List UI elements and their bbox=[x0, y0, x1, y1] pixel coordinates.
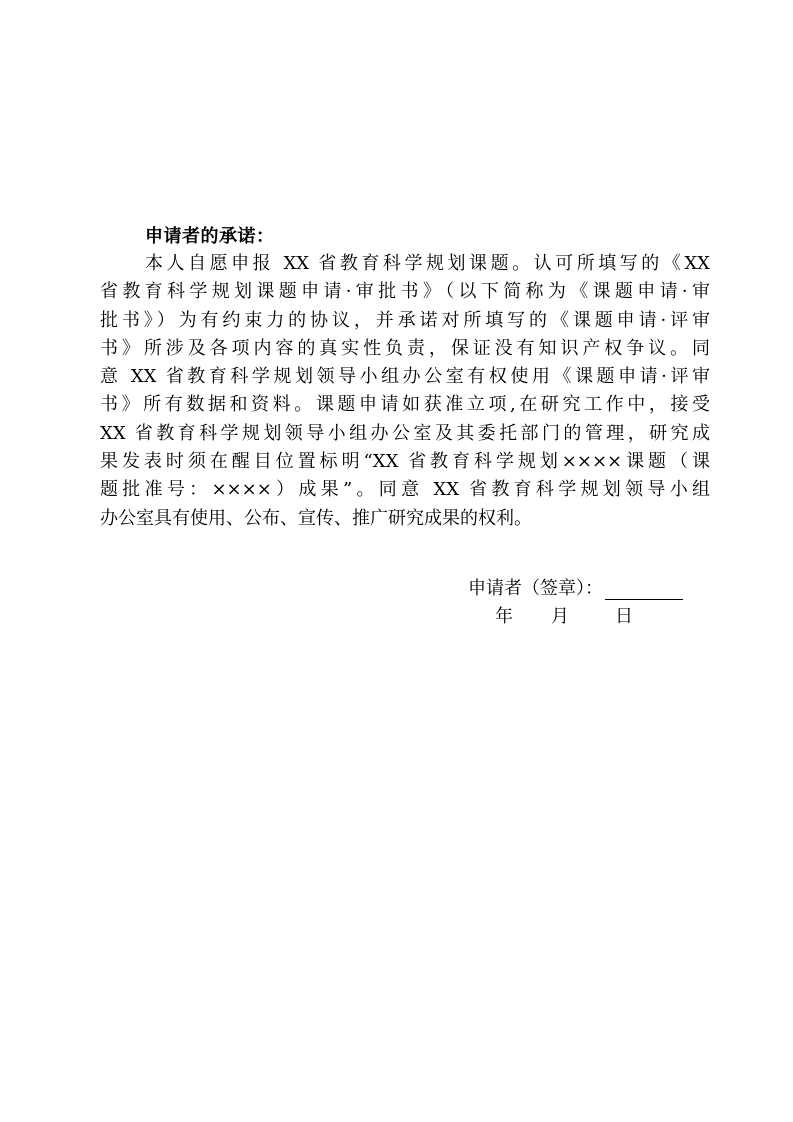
signature-label: 申请者（签章）： bbox=[468, 578, 603, 599]
commitment-line: 书》所涉及各项内容的真实性负责，保证没有知识产权争议。同 bbox=[100, 337, 710, 359]
date-day-label: 日 bbox=[615, 606, 633, 627]
date-month-label: 月 bbox=[551, 606, 569, 627]
commitment-line: 意 XX 省教育科学规划领导小组办公室有权使用《课题申请·评审 bbox=[100, 366, 710, 388]
commitment-line: 办公室具有使用、公布、宣传、推广研究成果的权利。 bbox=[100, 507, 532, 529]
signature-line[interactable] bbox=[605, 577, 683, 600]
date-year-label: 年 bbox=[495, 606, 513, 627]
commitment-line: 批书》）为有约束力的协议，并承诺对所填写的《课题申请·评审 bbox=[100, 309, 710, 331]
commitment-line: 题批准号：××××）成果”。同意 XX 省教育科学规划领导小组 bbox=[100, 479, 710, 501]
commitment-heading: 申请者的承诺： bbox=[145, 226, 275, 247]
commitment-body bbox=[100, 250, 710, 533]
commitment-line: 果发表时须在醒目位置标明“XX 省教育科学规划××××课题（课 bbox=[100, 451, 710, 473]
commitment-line: 本人自愿申报 XX 省教育科学规划课题。认可所填写的《XX bbox=[145, 253, 710, 274]
commitment-line: 书》所有数据和资料。课题申请如获准立项,在研究工作中，接受 bbox=[100, 394, 710, 416]
commitment-line: 省教育科学规划课题申请·审批书》（以下简称为《课题申请·审 bbox=[100, 281, 710, 303]
commitment-line: XX 省教育科学规划领导小组办公室及其委托部门的管理，研究成 bbox=[100, 422, 710, 444]
signature-block bbox=[468, 574, 683, 600]
